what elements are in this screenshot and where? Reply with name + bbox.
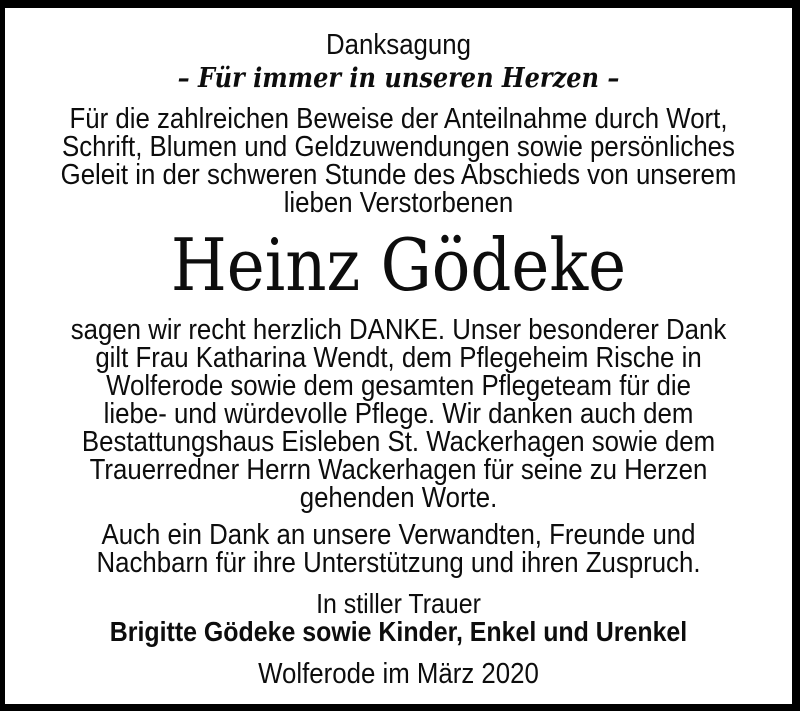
second-thanks-line: Auch ein Dank an unsere Verwandten, Freunde und bbox=[101, 519, 696, 551]
intro-line: Geleit in der schweren Stunde des Abschieds von unserem bbox=[60, 159, 737, 191]
intro-line: Schrift, Blumen und Geldzuwendungen sowie persönliches bbox=[62, 131, 735, 163]
thanks-line: Wolferode sowie dem gesamten Pflegeteam für die bbox=[106, 370, 691, 402]
thanks-line: liebe- und würdevolle Pflege. Wir danken auch dem bbox=[103, 398, 694, 430]
closing-line: In stiller Trauer bbox=[316, 588, 481, 619]
intro-line: Für die zahlreichen Beweise der Anteilnahme durch Wort, bbox=[69, 103, 728, 135]
second-thanks-line: Nachbarn für ihre Unterstützung und ihren Zuspruch. bbox=[96, 547, 701, 579]
mourners-line: Brigitte Gödeke sowie Kinder, Enkel und Urenkel bbox=[109, 616, 688, 647]
thanks-line: Bestattungshaus Eisleben St. Wackerhagen sowie dem bbox=[81, 426, 716, 458]
place-date-line: Wolferode im März 2020 bbox=[258, 658, 539, 690]
thanks-line: gehenden Worte. bbox=[299, 482, 498, 514]
intro-line: lieben Verstorbenen bbox=[283, 187, 514, 219]
motto-line: – Für immer in unseren Herzen – bbox=[177, 63, 620, 94]
deceased-name: Heinz Gödeke bbox=[170, 223, 627, 307]
second-thanks-paragraph bbox=[48, 521, 748, 577]
thanks-line: sagen wir recht herzlich DANKE. Unser besonderer Dank bbox=[70, 314, 727, 346]
thanks-paragraph bbox=[48, 316, 748, 512]
thanks-line: Trauerredner Herrn Wackerhagen für seine zu Herzen bbox=[89, 454, 708, 486]
obituary-notice bbox=[48, 28, 748, 711]
notice-type-title: Danksagung bbox=[326, 29, 471, 61]
intro-paragraph bbox=[48, 105, 748, 217]
thanks-line: gilt Frau Katharina Wendt, dem Pflegeheim Rische in bbox=[95, 342, 702, 374]
